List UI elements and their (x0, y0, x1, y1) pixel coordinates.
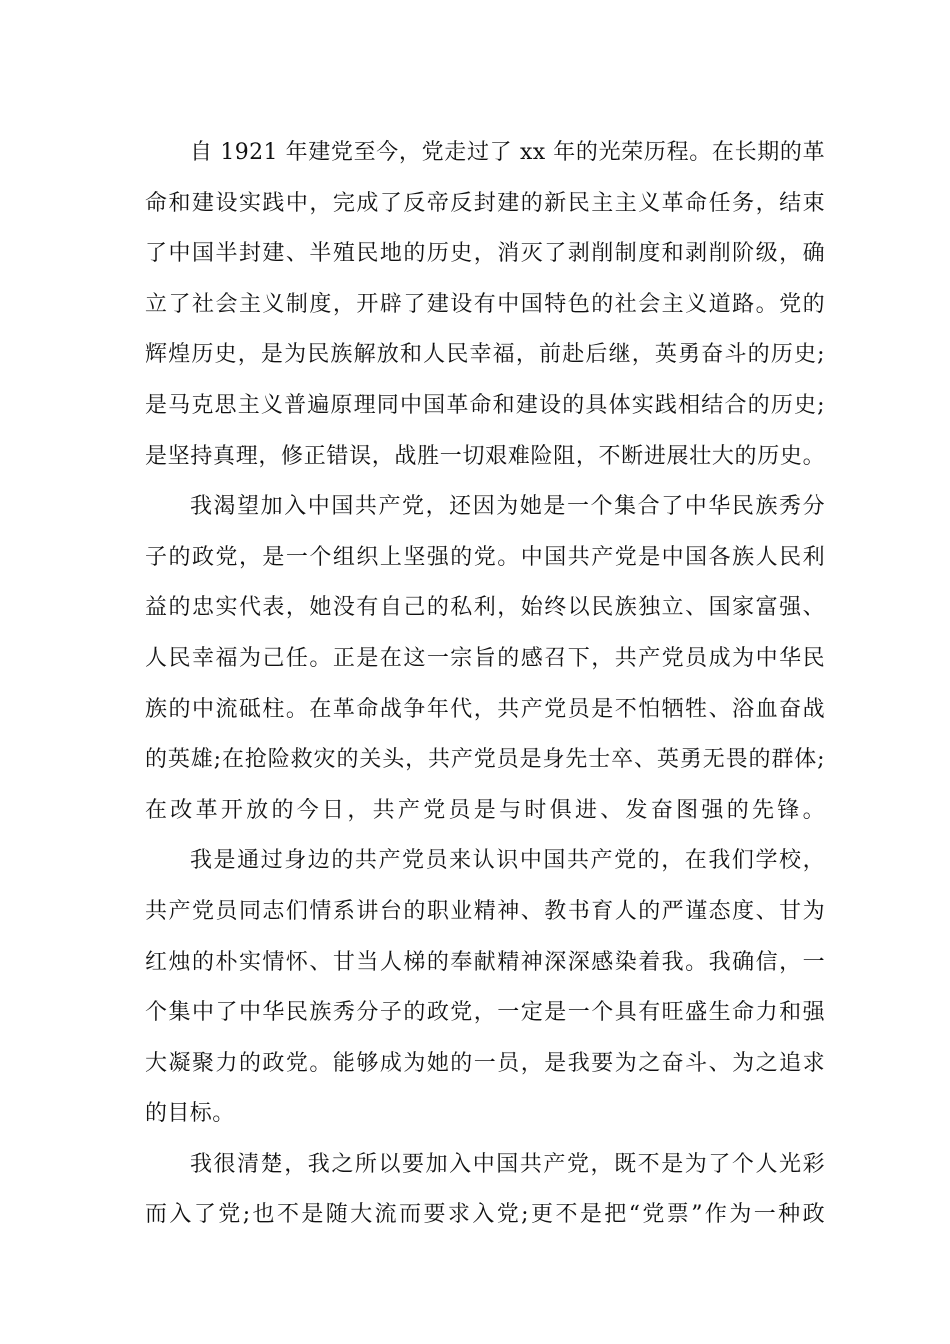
text-line: 而入了党;也不是随大流而要求入党;更不是把“党票”作为一种政 (145, 1202, 825, 1228)
text-line: 人民幸福为己任。正是在这一宗旨的感召下，共产党员成为中华民 (145, 645, 825, 671)
text-line: 辉煌历史，是为民族解放和人民幸福，前赴后继，英勇奋斗的历史; (145, 342, 825, 368)
paragraph (145, 836, 825, 1140)
paragraph (145, 128, 825, 482)
text-line: 共产党员同志们情系讲台的职业精神、教书育人的严谨态度、甘为 (145, 898, 825, 924)
text-line: 红烛的朴实情怀、甘当人梯的奉献精神深深感染着我。我确信，一 (145, 949, 825, 975)
paragraph (145, 482, 825, 836)
text-line: 是坚持真理，修正错误，战胜一切艰难险阻，不断进展壮大的历史。 (145, 443, 825, 469)
text-line: 大凝聚力的政党。能够成为她的一员，是我要为之奋斗、为之追求 (145, 1050, 825, 1076)
text-line: 的目标。 (145, 1101, 235, 1127)
text-line: 在改革开放的今日，共产党员是与时俱进、发奋图强的先锋。 (145, 797, 825, 823)
text-line: 命和建设实践中，完成了反帝反封建的新民主主义革命任务，结束 (145, 190, 825, 216)
text-line: 是马克思主义普遍原理同中国革命和建设的具体实践相结合的历史; (145, 392, 825, 418)
text-line: 的英雄;在抢险救灾的关头，共产党员是身先士卒、英勇无畏的群体; (145, 747, 825, 773)
text-line: 立了社会主义制度，开辟了建设有中国特色的社会主义道路。党的 (145, 291, 825, 317)
text-line: 自 1921 年建党至今，党走过了 xx 年的光荣历程。在长期的革 (190, 140, 825, 165)
text-line: 子的政党，是一个组织上坚强的党。中国共产党是中国各族人民利 (145, 544, 825, 570)
text-line: 个集中了中华民族秀分子的政党，一定是一个具有旺盛生命力和强 (145, 1000, 825, 1026)
text-line: 益的忠实代表，她没有自己的私利，始终以民族独立、国家富强、 (145, 595, 825, 621)
text-line: 我是通过身边的共产党员来认识中国共产党的，在我们学校， (190, 848, 825, 874)
text-line: 我很清楚，我之所以要加入中国共产党，既不是为了个人光彩 (190, 1151, 825, 1177)
document-body (145, 128, 825, 1241)
text-line: 族的中流砥柱。在革命战争年代，共产党员是不怕牺牲、浴血奋战 (145, 696, 825, 722)
text-line: 我渴望加入中国共产党，还因为她是一个集合了中华民族秀分 (190, 494, 825, 520)
text-line: 了中国半封建、半殖民地的历史，消灭了剥削制度和剥削阶级，确 (145, 241, 825, 267)
paragraph (145, 1140, 825, 1241)
